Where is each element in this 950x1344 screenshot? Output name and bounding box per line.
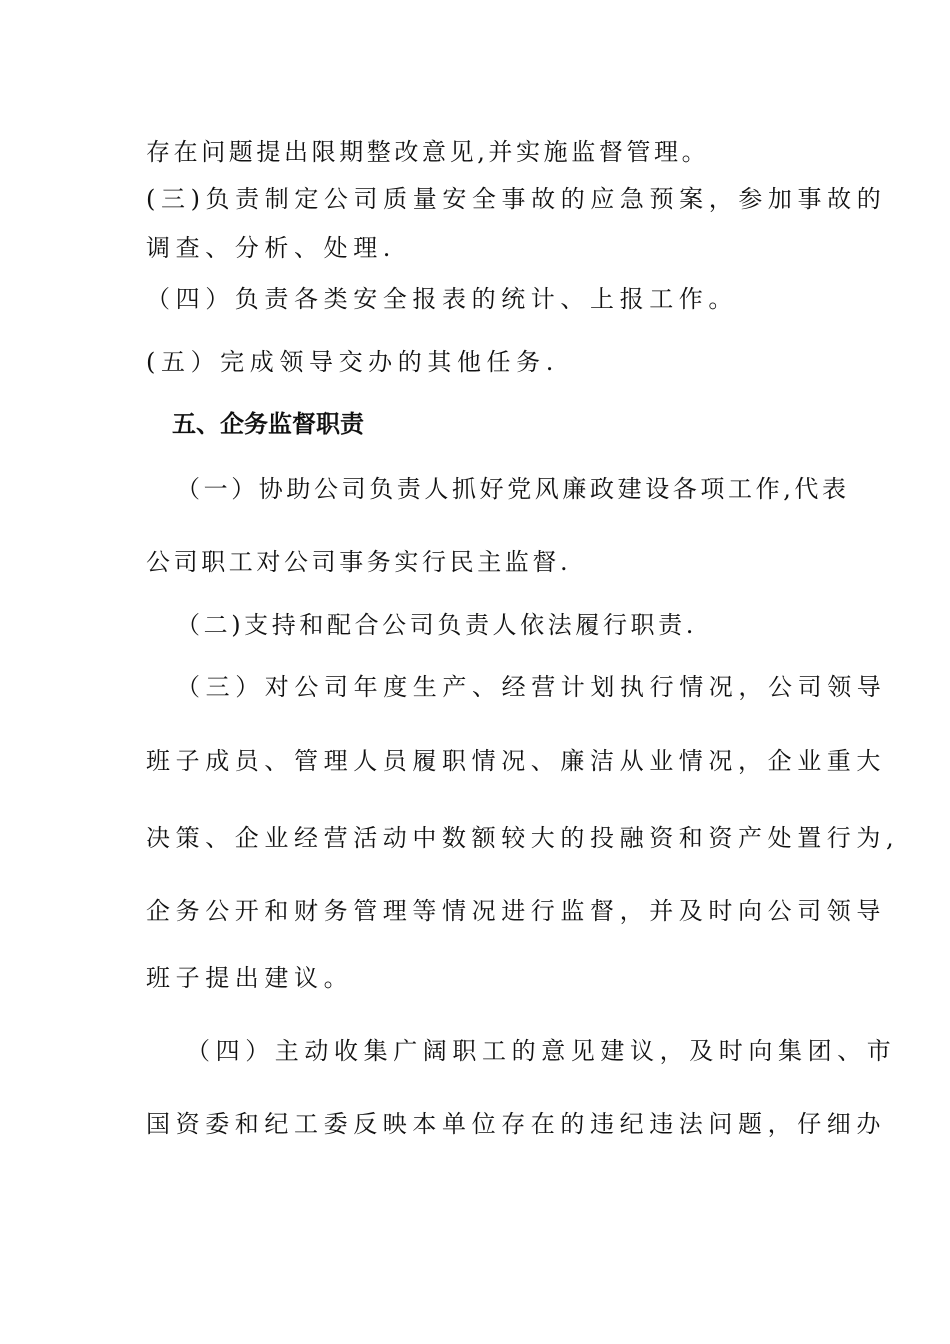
paragraph-line: 决策、企业经营活动中数额较大的投融资和资产处置行为,: [146, 824, 900, 852]
paragraph-line: (三)负责制定公司质量安全事故的应急预案，参加事故的: [146, 185, 887, 213]
paragraph-line: （二)支持和配合公司负责人依法履行职责.: [176, 611, 697, 639]
paragraph-line: 班子提出建议。: [146, 964, 354, 992]
paragraph-line: 调查、分析、处理.: [146, 234, 397, 262]
section-heading: 五、企务监督职责: [172, 410, 364, 438]
paragraph-line: 公司职工对公司事务实行民主监督.: [146, 548, 572, 576]
paragraph-line: 国资委和纪工委反映本单位存在的违纪违法问题，仔细办: [146, 1110, 886, 1138]
paragraph-line: 企务公开和财务管理等情况进行监督，并及时向公司领导: [146, 897, 886, 925]
paragraph-line: （四）主动收集广阔职工的意见建议，及时向集团、市: [186, 1037, 897, 1065]
paragraph-line: （一）协助公司负责人抓好党风廉政建设各项工作,代表: [176, 475, 850, 503]
paragraph-line: （三）对公司年度生产、经营计划执行情况，公司领导: [176, 673, 887, 701]
paragraph-line: 存在问题提出限期整改意见,并实施监督管理。: [146, 138, 710, 166]
paragraph-line: 班子成员、管理人员履职情况、廉洁从业情况，企业重大: [146, 747, 886, 775]
paragraph-line: (五）完成领导交办的其他任务.: [146, 348, 559, 376]
paragraph-line: （四）负责各类安全报表的统计、上报工作。: [146, 285, 738, 313]
